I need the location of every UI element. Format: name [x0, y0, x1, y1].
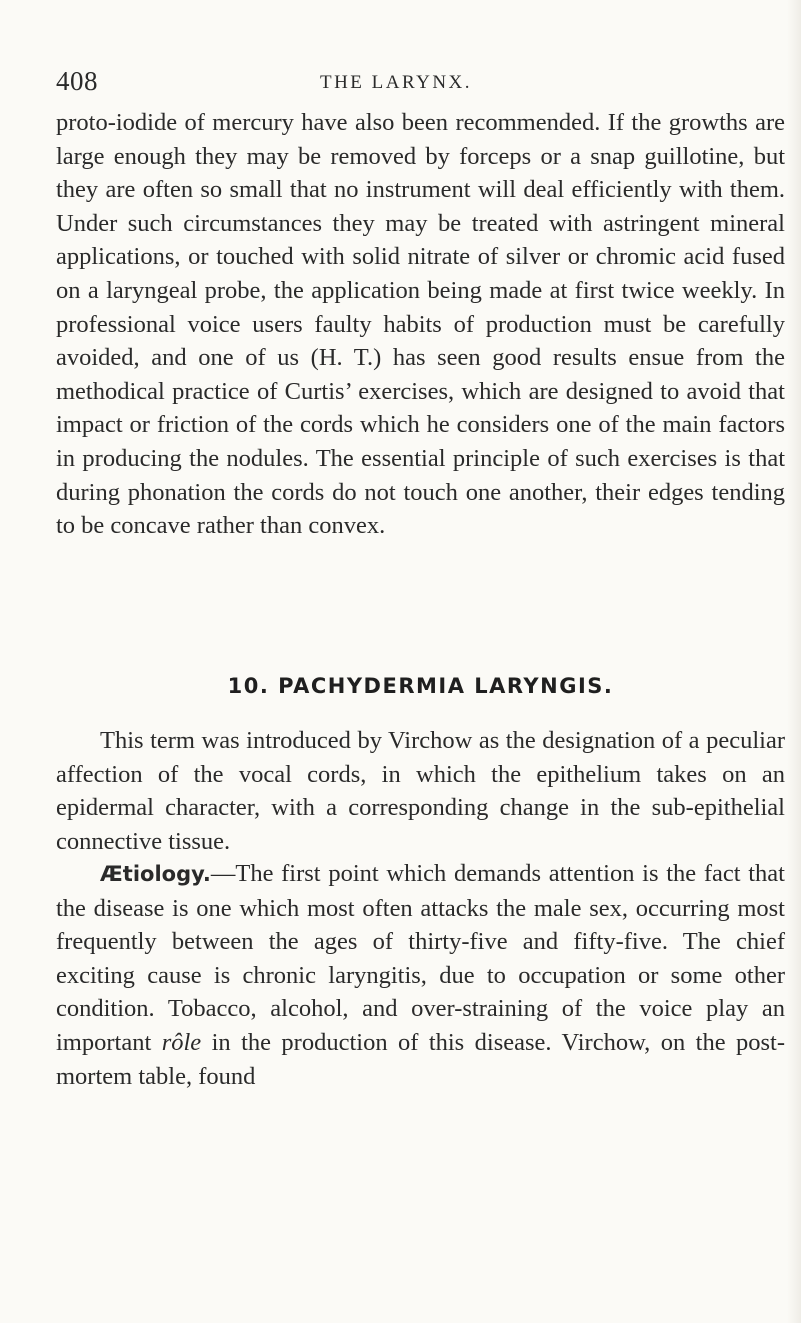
body-paragraph-2 — [56, 724, 785, 858]
running-title: THE LARYNX. — [319, 72, 473, 93]
paragraph-text: This term was introduced by Virchow as the designation of a peculiar affection of the vocal cords, in which the epithelium takes on an epidermal character, with a corresponding change in the sub-epithelial connective tissue. — [56, 727, 785, 855]
paragraph-text — [56, 857, 785, 1093]
body-paragraph-3 — [56, 857, 785, 1093]
paragraph-text-part: in the production of this disease. Virchow, on the post-mortem table, found — [56, 1028, 785, 1090]
run-in-heading: Ætiology. — [100, 862, 211, 886]
page-edge-shadow — [787, 0, 801, 1323]
body-paragraph-1 — [56, 106, 785, 543]
paragraph-text-part: —The first point which demands attention is the fact that the disease is one which most often attacks the male sex, occurring most frequently between the ages of thirty-five and fifty-five. The chief exciting cause is chronic laryngitis, due to occupation or some other condition. Tobacco, alcohol, and over-straining of the voice play an important — [56, 860, 785, 1056]
paragraph-text: proto-iodide of mercury have also been recommended. If the growths are large enough they may be removed by forceps or a snap guillotine, but they are often so small that no instrument will deal efficiently with them. Under such circumstances they may be treated with astringent mineral applications, or touched with solid nitrate of silver or chromic acid fused on a laryngeal probe, the application being made at first twice weekly. In professional voice users faulty habits of production must be carefully avoided, and one of us (H. T.) has seen good results ensue from the methodical practice of Curtis’ exercises, which are designed to avoid that impact or friction of the cords which he considers one of the main factors in producing the nodules. The essential principle of such exercises is that during phonation the cords do not touch one another, their edges tending to be concave rather than convex. — [56, 109, 785, 540]
running-head — [56, 66, 736, 106]
italic-term: rôle — [161, 1028, 202, 1056]
page-number: 408 — [56, 66, 98, 96]
section-heading: 10. PACHYDERMIA LARYNGIS. — [227, 674, 614, 698]
